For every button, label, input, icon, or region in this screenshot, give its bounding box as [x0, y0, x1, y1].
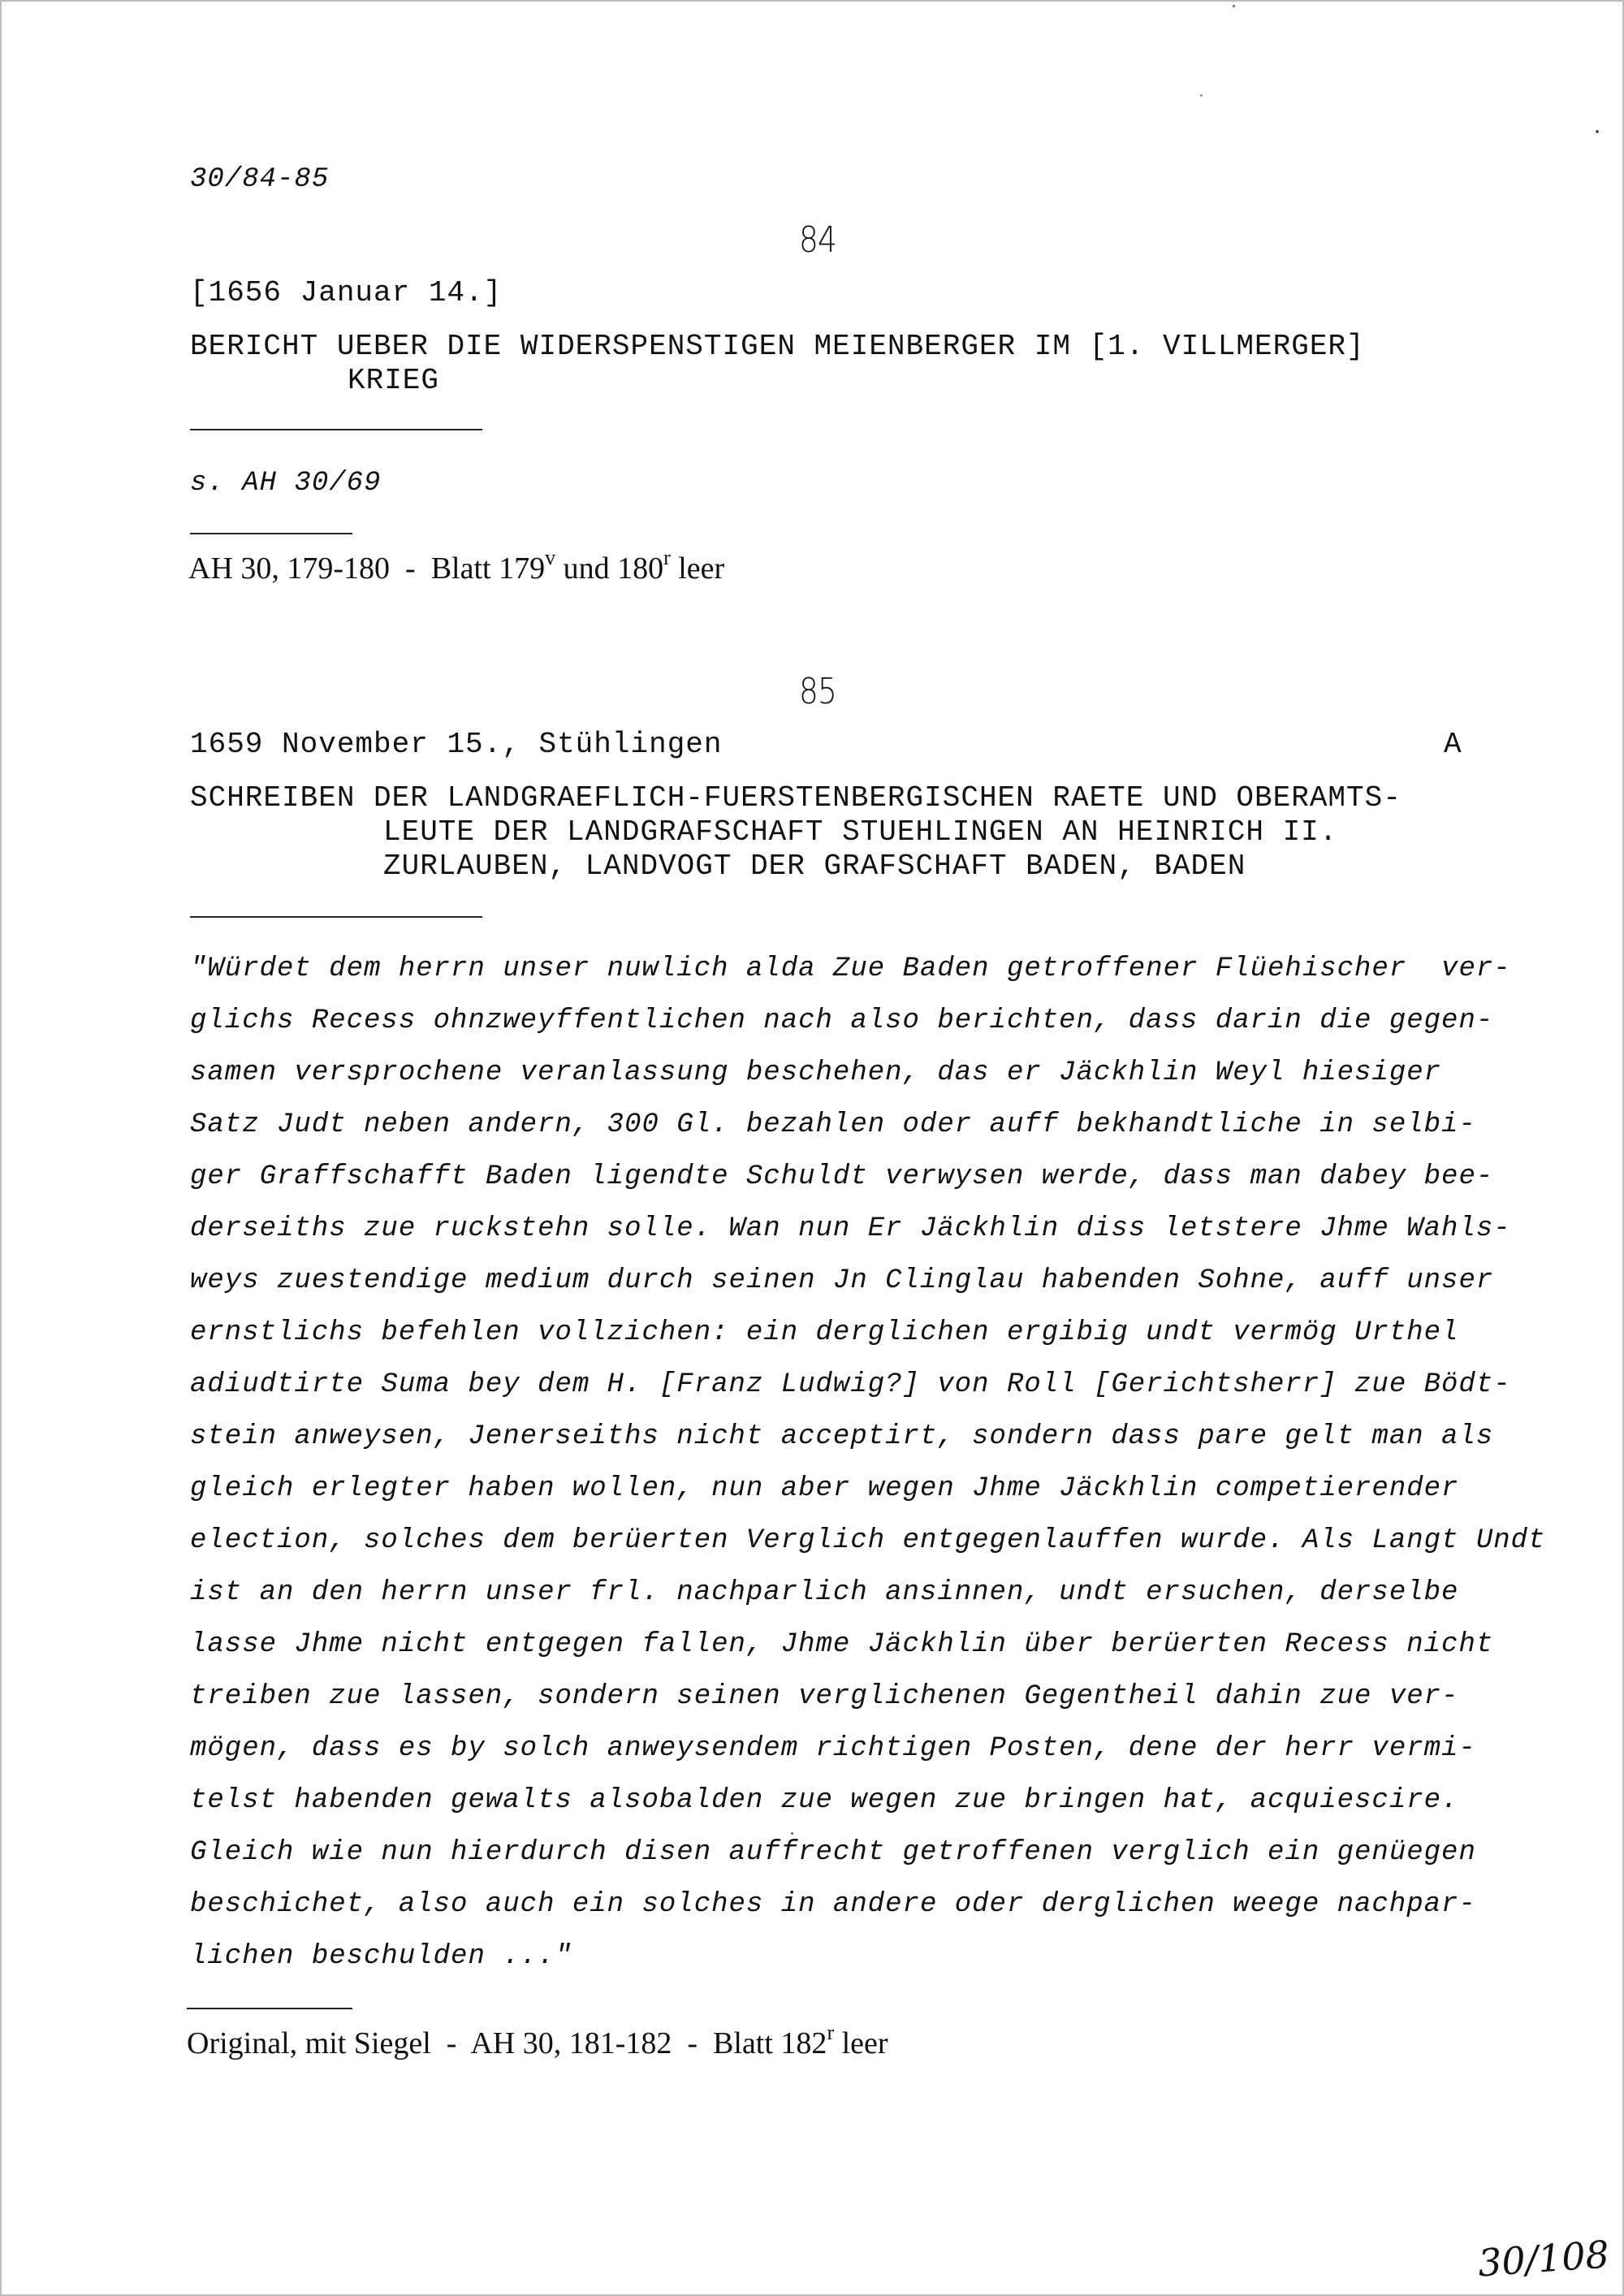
quote-line: adiudtirte Suma bey dem H. [Franz Ludwig?] von Roll [Gerichtsherr] zue Bödt-: [190, 1369, 1511, 1400]
quote-line: lasse Jhme nicht entgegen fallen, Jhme Jäckhlin über berüerten Recess nicht: [190, 1629, 1494, 1660]
section-divider: [187, 2008, 352, 2009]
entry-number-85: 85: [799, 671, 836, 712]
entry-84-title-line: KRIEG: [348, 364, 440, 397]
scan-speck: [1200, 94, 1203, 97]
folio-number: 30/108: [1476, 2232, 1611, 2285]
quote-line: samen versprochene veranlassung beschehen, das er Jäckhlin Weyl hiesiger: [190, 1057, 1442, 1088]
entry-85-marker: A: [1444, 728, 1462, 761]
quote-line: Satz Judt neben andern, 300 Gl. bezahlen oder auff bekhandtliche in selbi-: [190, 1109, 1476, 1140]
quote-line: election, solches dem berüerten Verglich entgegenlauffen wurde. Als Langt Undt: [190, 1525, 1546, 1556]
quote-line: ist an den herrn unser frl. nachparlich ansinnen, undt ersuchen, derselbe: [190, 1577, 1459, 1608]
quote-line: telst habenden gewalts alsobalden zue wegen zue bringen hat, acquiescire.: [190, 1785, 1459, 1816]
quote-line: glichs Recess ohnzweyffentlichen nach also berichten, dass darin die gegen-: [190, 1005, 1494, 1036]
section-divider: [190, 429, 482, 430]
quote-line: Gleich wie nun hierdurch disen auffrecht getroffenen verglich ein genüegen: [190, 1837, 1476, 1868]
scan-speck: [1233, 5, 1235, 7]
quote-line: derseiths zue ruckstehn solle. Wan nun Er Jäckhlin diss letstere Jhme Wahls-: [190, 1213, 1511, 1244]
entry-84-date: [1656 Januar 14.]: [190, 276, 503, 309]
quote-line: ernstlichs befehlen vollzichen: ein derglichen ergibig undt vermög Urthel: [190, 1317, 1459, 1348]
quote-line: ger Graffschafft Baden ligendte Schuldt verwysen werde, dass man dabey bee-: [190, 1161, 1494, 1192]
entry-85-title-line: SCHREIBEN DER LANDGRAEFLICH-FUERSTENBERGISCHEN RAETE UND OBERAMTS-: [190, 781, 1402, 815]
entry-85-title-line: LEUTE DER LANDGRAFSCHAFT STUEHLINGEN AN HEINRICH II.: [383, 815, 1338, 849]
section-divider: [190, 533, 352, 534]
quote-line: beschichet, also auch ein solches in andere oder derglichen weege nachpar-: [190, 1889, 1476, 1920]
quote-line: "Würdet dem herrn unser nuwlich alda Zue Baden getroffener Flüehischer ver-: [190, 953, 1511, 984]
entry-number-84: 84: [799, 219, 836, 261]
section-divider: [190, 916, 482, 918]
quote-line: gleich erlegter haben wollen, nun aber wegen Jhme Jäckhlin competierender: [190, 1473, 1459, 1504]
quote-line: mögen, dass es by solch anweysendem richtigen Posten, dene der herr vermi-: [190, 1733, 1476, 1764]
entry-84-title-line: BERICHT UEBER DIE WIDERSPENSTIGEN MEIENBERGER IM [1. VILLMERGER]: [190, 330, 1365, 363]
entry-84-source-note: AH 30, 179-180 - Blatt 179$^v$ und 180$^r$ leer: [188, 546, 725, 586]
document-reference: 30/84-85: [190, 164, 330, 195]
quote-line: weys zuestendige medium durch seinen Jn Clinglau habenden Sohne, auff unser: [190, 1265, 1494, 1296]
entry-85-title-line: ZURLAUBEN, LANDVOGT DER GRAFSCHAFT BADEN, BADEN: [383, 850, 1246, 883]
quote-line: stein anweysen, Jenerseiths nicht acceptirt, sondern dass pare gelt man als: [190, 1421, 1494, 1452]
entry-84-cross-reference: s. AH 30/69: [190, 468, 382, 499]
entry-85-source-note: Original, mit Siegel - AH 30, 181-182 - Blatt 182$^r$ leer: [187, 2021, 888, 2060]
quote-line: treiben zue lassen, sondern seinen verglichenen Gegentheil dahin zue ver-: [190, 1681, 1459, 1712]
quote-line: lichen beschulden ...": [190, 1941, 572, 1972]
scan-speck: [791, 1832, 793, 1835]
scan-speck: [1596, 130, 1599, 133]
entry-85-date-place: 1659 November 15., Stühlingen: [190, 728, 723, 761]
